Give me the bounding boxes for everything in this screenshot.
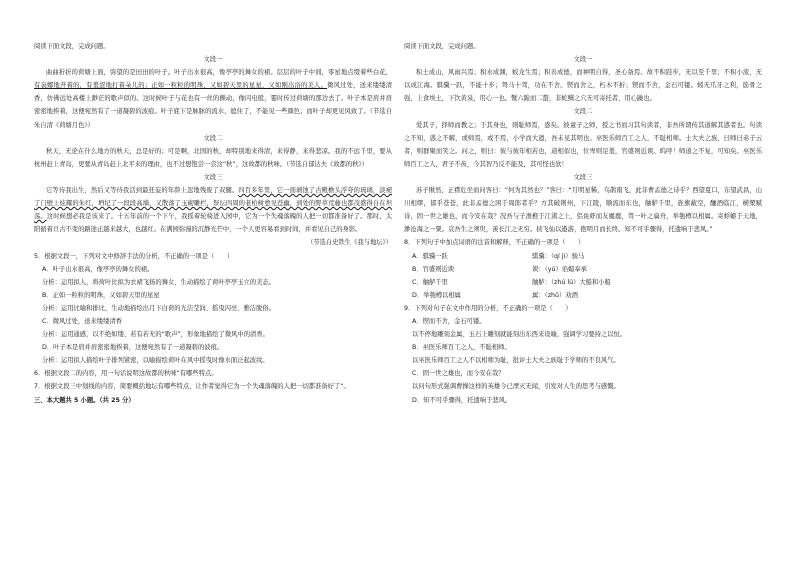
passage-paragraph: 它等待我出生，然后又等待我活到最狂妄的年龄上忽地残废了双腿。四百多年里，它一面剥蚀了古殿檐头浮夸的琉璃，淡褪了门壁上炫耀的朱红，坍圮了一段段高墙，又散落了玉砌雕栏，祭坛四周的老柏树愈见苍幽，到处的野草荒藤也都茂盛得自在坦荡。这时候想必我是该来了。十五年前的一个下午，我摇着轮椅进入园中，它为一个失魂落魄的人把一切都准备好了。那时，太阳循着亘古不变的路途正越来越大，也越红。在满园弥漫的沉静光芒中，一个人更容易看到时间，并看见自己的身影。	[34, 187, 393, 234]
option-d: D．叶子本是肩并肩密密地挨着，这便宛然有了一道凝碧的波痕。	[42, 344, 224, 352]
option-a-analysis: 分析：运用拟人，将荷叶比拟为衣裙飞扬的舞女，生动描绘了荷叶亭亭玉立的美态。	[42, 278, 275, 286]
section-heading: 三、本大题共 5 小题。（共 25 分）	[34, 396, 135, 404]
question-9: 9．下列对句子在文中作用的分析，不正确的一项是（ ）	[404, 304, 572, 312]
option-c: C．固一世之雄也，而今安在哉？	[412, 370, 505, 378]
source-note: （节选自史铁生《我与地坛》）	[306, 239, 392, 247]
passage-paragraph: 曲曲折折的荷塘上面，弥望的是田田的叶子。叶子出水很高，像亭亭的舞女的裙。层层的叶子中间，零星地点缀着些白花，有袅娜地开着的，有羞涩地打着朵儿的；正如一粒粒的明珠，又如碧天里的星星，又如刚出浴的美人。微风过处，送来缕缕清香，仿佛远处高楼上渺茫的歌声似的。这时候叶子与花也有一丝的颤动，像闪电般，霎时传过荷塘的那边去了。叶子本是肩并肩密密地挨着，这便宛然有了一道凝碧的波痕。叶子底下是脉脉的流水，遮住了，不能见一些颜色；而叶子却更见风致了。（节选自朱自清《荷塘月色》）	[34, 69, 393, 129]
option-d: D．举匏樽以相属 属：（zhǔ）劝酒	[412, 291, 578, 299]
question-8: 8．下列句子中加点词语的注音和解释，不正确的一项是（ ）	[404, 239, 585, 247]
option-c-analysis: 分析：运用通感，以不绝如缕、若有若无的“歌声”，形象地描绘了微风中的清香。	[42, 331, 269, 339]
right-column	[404, 40, 762, 407]
section-title: 文段三	[573, 173, 593, 181]
question-7: 7．根据文段三中划线的内容，简要概括地坛有哪些特点，让作者觉得它为一个失魂落魄的人把一切都准备好了“。	[34, 383, 350, 391]
passage-paragraph: 秋天，无论在什么地方的秋天，总是好的；可是啊，北国的秋，却特别地来得清，来得静，来得悲凉。我的不远千里，要从杭州赶上青岛，更要从青岛赶上北平来的理由，也不过想饱尝一尝这“秋”，这故都的秋味。（节选自郁达夫《故都的秋》）	[34, 147, 392, 168]
reading-instruction: 阅读下面文段，完成问题。	[404, 43, 480, 50]
option-b-analysis: 以巫医乐师百工之人不以相师为耻，批评士大夫之族耻于学师的不良风气。	[412, 357, 620, 365]
section-title: 文段二	[203, 134, 223, 142]
option-c: C．微风过处，送来缕缕清香	[42, 317, 122, 325]
section-title: 文段二	[573, 108, 593, 116]
question-5: 5．根据文段一，下列对文中修辞手法的分析，不正确的一项是（ ）	[34, 252, 234, 260]
passage-paragraph: 爱其子，择师而教之；于其身也，则耻师焉，惑矣。彼童子之师，授之书而习其句读者，非吾所谓传其道解其惑者也。句读之不知，惑之不解，或师焉，或不焉，小学而大遗，吾未见其明也。巫医乐师百工之人，不耻相师。士大夫之族，曰师曰弟子云者，则群聚而笑之。问之，则曰：彼与彼年相若也，道相似也，位卑则足羞，官盛则近谀。呜呼！师道之不复，可知矣。巫医乐师百工之人，君子不齿，今其智乃反不能及，其可怪也欤！	[404, 121, 762, 168]
section-title: 文段一	[203, 56, 223, 64]
option-a: A．叶子出水很高，像亭亭的舞女的裙。	[42, 265, 154, 273]
option-c-analysis: 以问句形式强调曹操这样的英雄今已湮灭无闻，引发对人生的思考与感慨。	[412, 383, 620, 391]
option-a-analysis: 以不停地雕刻金属、玉石上雕刻就能刻出东西来设喻，强调学习要持之以恒。	[412, 331, 627, 339]
option-a: A．锲而不舍，金石可镂。	[412, 317, 486, 325]
option-b: B．官盛则近谀 谀：（yú）谄媚奉承	[412, 265, 587, 273]
section-title: 文段一	[573, 56, 593, 64]
option-b: B．巫医乐师百工之人，不耻相师。	[412, 344, 511, 352]
question-6: 6．根据文段二的内容，用一句话说明这故都的秋味“有哪些特点。	[34, 370, 218, 378]
option-d-analysis: 分析：运用拟人描绘叶子排列紧密，以喻描绘荷叶在风中摇曳时像水面泛起波纹。	[42, 357, 269, 365]
passage-paragraph: 苏子愀然，正襟危坐而问客曰：“何为其然也？”客曰：“月明星稀，乌鹊南飞，此非曹孟德之诗乎？西望夏口，东望武昌，山川相缪，郁乎苍苍，此非孟德之困于周郎者乎？方其破荆州，下江陵，顺流而东也，舳舻千里，旌旗蔽空，酾酒临江，横槊赋诗，固一世之雄也，而今安在哉？况吾与子渔樵于江渚之上，侣鱼虾而友麋鹿，驾一叶之扁舟，举匏樽以相属。寄蜉蝣于天地，渺沧海之一粟。哀吾生之须臾，羡长江之无穷。挟飞仙以遨游，抱明月而长终。知不可乎骤得，托遗响于悲风。”	[404, 187, 762, 234]
section-title: 文段三	[203, 173, 223, 181]
reading-instruction: 阅读下面文段，完成问题。	[34, 43, 110, 50]
option-b-analysis: 分析：运用比喻和排比，生动地描绘出月下白荷的光洁莹润、摇曳闪亮、雅洁脱俗。	[42, 304, 275, 312]
option-a: A．骐骥一跃 骐骥：（qí jì）骏马	[412, 252, 585, 260]
option-b: B．正如一粒粒的明珠，又如碧天里的星星	[42, 291, 160, 299]
left-column	[34, 40, 392, 407]
option-c: C．舳舻千里 舳舻：（zhú lú）大船和小船	[412, 278, 611, 286]
option-d: D．知不可乎骤得，托遗响于悲风。	[412, 396, 512, 404]
passage-paragraph: 积土成山，风雨兴焉；积水成渊，蛟龙生焉；积善成德，而神明自得，圣心备焉。故不积跬步，无以至千里；不积小流，无以成江海。骐骥一跃，不能十步；驽马十驾，功在不舍。锲而舍之，朽木不折；锲而不舍，金石可镂。蚓无爪牙之利，筋骨之强，上食埃土，下饮黄泉，用心一也。蟹六跪而二螯，非蛇鳝之穴无可寄托者，用心躁也。	[404, 69, 762, 103]
